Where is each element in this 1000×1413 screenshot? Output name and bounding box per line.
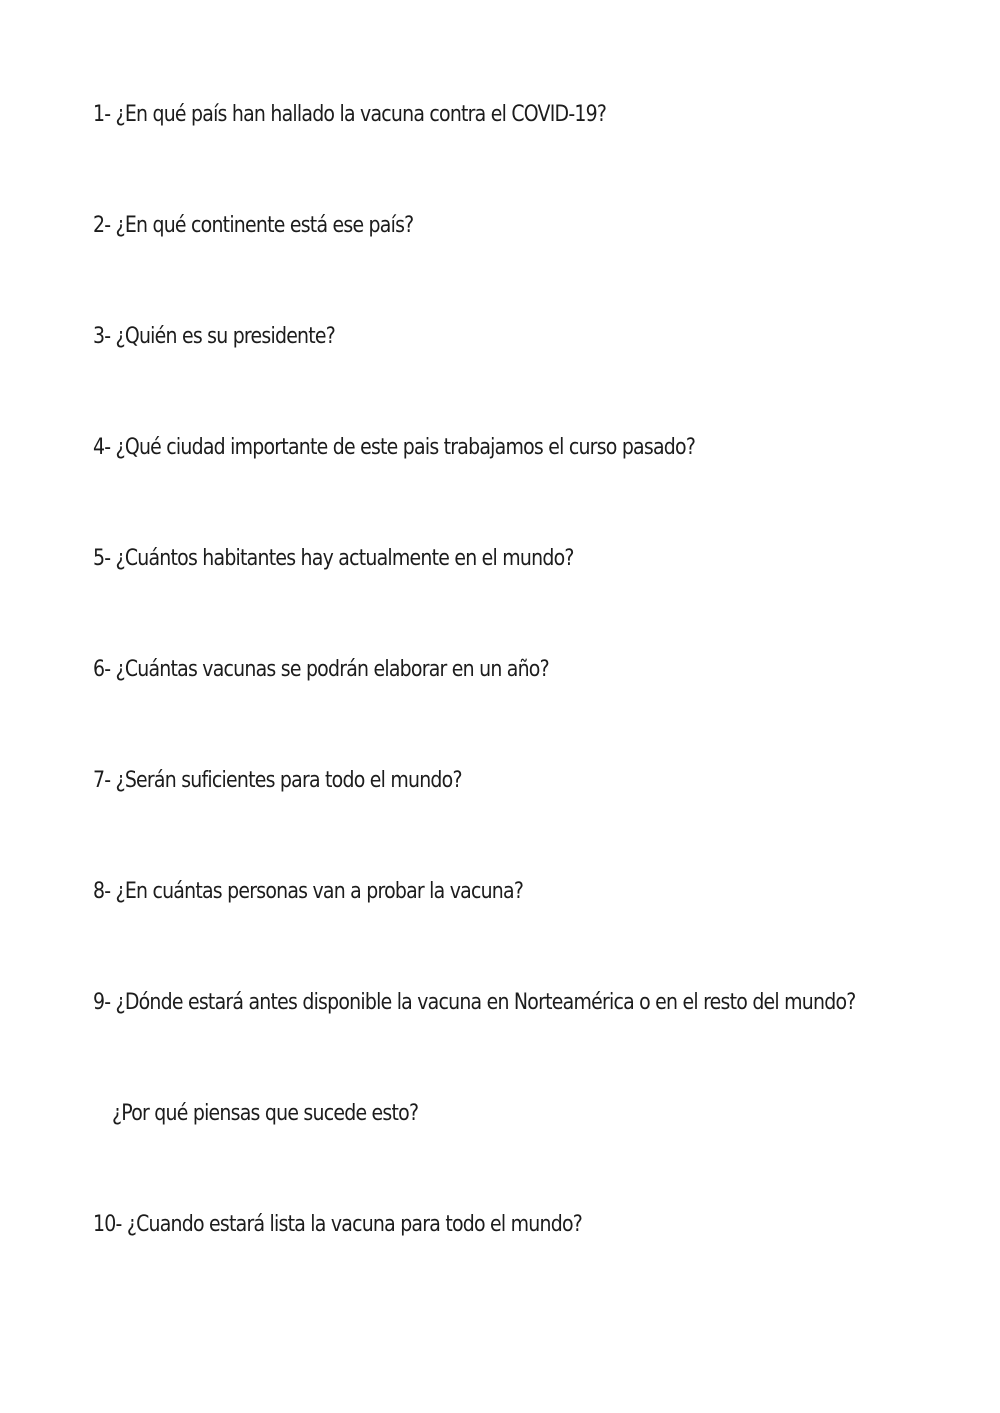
- question-6: 6- ¿Cuántas vacunas se podrán elaborar en un año?: [93, 657, 549, 682]
- question-9-followup: ¿Por qué piensas que sucede esto?: [112, 1101, 419, 1126]
- question-2: 2- ¿En qué continente está ese país?: [93, 213, 414, 238]
- question-9: 9- ¿Dónde estará antes disponible la vacuna en Norteamérica o en el resto del mundo?: [93, 990, 856, 1015]
- question-7: 7- ¿Serán suficientes para todo el mundo?: [93, 768, 462, 793]
- question-3: 3- ¿Quién es su presidente?: [93, 324, 336, 349]
- question-8: 8- ¿En cuántas personas van a probar la vacuna?: [93, 879, 524, 904]
- question-1: 1- ¿En qué país han hallado la vacuna contra el COVID-19?: [93, 102, 607, 127]
- question-10: 10- ¿Cuando estará lista la vacuna para todo el mundo?: [93, 1212, 583, 1237]
- question-5: 5- ¿Cuántos habitantes hay actualmente en el mundo?: [93, 546, 574, 571]
- question-4: 4- ¿Qué ciudad importante de este pais trabajamos el curso pasado?: [93, 435, 696, 460]
